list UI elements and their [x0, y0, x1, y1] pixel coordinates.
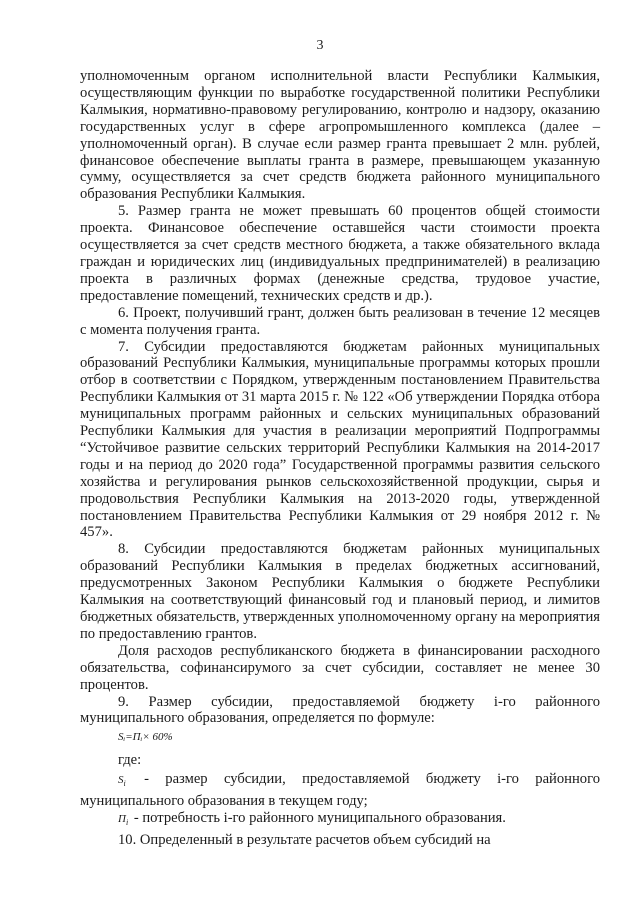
- paragraph-6: 6. Проект, получивший грант, должен быть реализован в течение 12 месяцев с момента получения гранта.: [80, 304, 600, 338]
- pi-symbol: $П_i$: [118, 813, 129, 828]
- pi-definition: [80, 810, 600, 832]
- where-label: где:: [118, 752, 142, 769]
- paragraph-7: 7. Субсидии предоставляются бюджетам районных муниципальных образований Республики Калмыкия, муниципальные программы которых прошли отбор в соответствии с Порядком, утвержденным постановлением Правительства Республики Калмыкия от 31 марта 2015 г. № 122 «Об утверждении Порядка отбора муниципальных программ районных и сельских муниципальных образований Республики Калмыкия для участия в реализации мероприятий Подпрограммы “Устойчивое развитие сельских территорий Республики Калмыкия на 2014-2017 годы и на период до 2020 года” Государственной программы развития сельского хозяйства и регулирования рынков сельскохозяйственной продукции, сырья и продовольствия Республики Калмыкия на 2013-2020 годы, утвержденной постановлением Правительства Республики Калмыкия от 29 ноября 2012 г. № 457».: [80, 338, 600, 541]
- subsidy-formula: Sᵢ=Пᵢ× 60%: [118, 731, 173, 744]
- document-body: [80, 68, 600, 849]
- paragraph-10: 10. Определенный в результате расчетов объем субсидий на: [118, 832, 491, 849]
- si-definition-text: - размер субсидии, предоставляемой бюджету i-го районного муниципального образования в текущем году;: [80, 771, 600, 810]
- paragraph-8-share: Доля расходов республиканского бюджета в финансировании расходного обязательства, софинансирумого за счет субсидии, составляет не менее 30 процентов.: [80, 642, 600, 693]
- pi-definition-text: - потребность i-го районного муниципального образования.: [130, 810, 506, 827]
- si-symbol: $S_i$: [118, 774, 126, 789]
- paragraph-8: 8. Субсидии предоставляются бюджетам районных муниципальных образований Республики Калмыкия в пределах бюджетных ассигнований, предусмотренных Законом Республики Калмыкия о бюджете Республики Калмыкия на соответствующий финансовый год и плановый период, и лимитов бюджетных обязательств, утвержденных уполномоченному органу на мероприятия по предоставлению грантов.: [80, 541, 600, 642]
- paragraph-9: 9. Размер субсидии, предоставляемой бюджету i-го районного муниципального образования, определяется по формуле:: [80, 693, 600, 727]
- si-definition: [80, 771, 600, 810]
- paragraph-continuation: уполномоченным органом исполнительной власти Республики Калмыкия, осуществляющим функции по выработке государственной политики Республики Калмыкия, нормативно-правовому регулированию, контролю и надзору, оказанию государственных услуг в сфере агропромышленного комплекса (далее – уполномоченный орган). В случае если размер гранта превышает 2 млн. рублей, финансовое обеспечение выплаты гранта в размере, превышающем указанную сумму, осуществляется за счет средств бюджета районного муниципального образования Республики Калмыкия.: [80, 68, 600, 203]
- page-number: 3: [316, 38, 324, 53]
- paragraph-5: 5. Размер гранта не может превышать 60 процентов общей стоимости проекта. Финансовое обеспечение оставшейся части стоимости проекта осуществляется за счет средств местного бюджета, а также обязательного вклада граждан и юридических лиц (индивидуальных предпринимателей) в реализацию проекта в различных формах (денежные средства, трудовое участие, предоставление помещений, технических средств и др.).: [80, 203, 600, 304]
